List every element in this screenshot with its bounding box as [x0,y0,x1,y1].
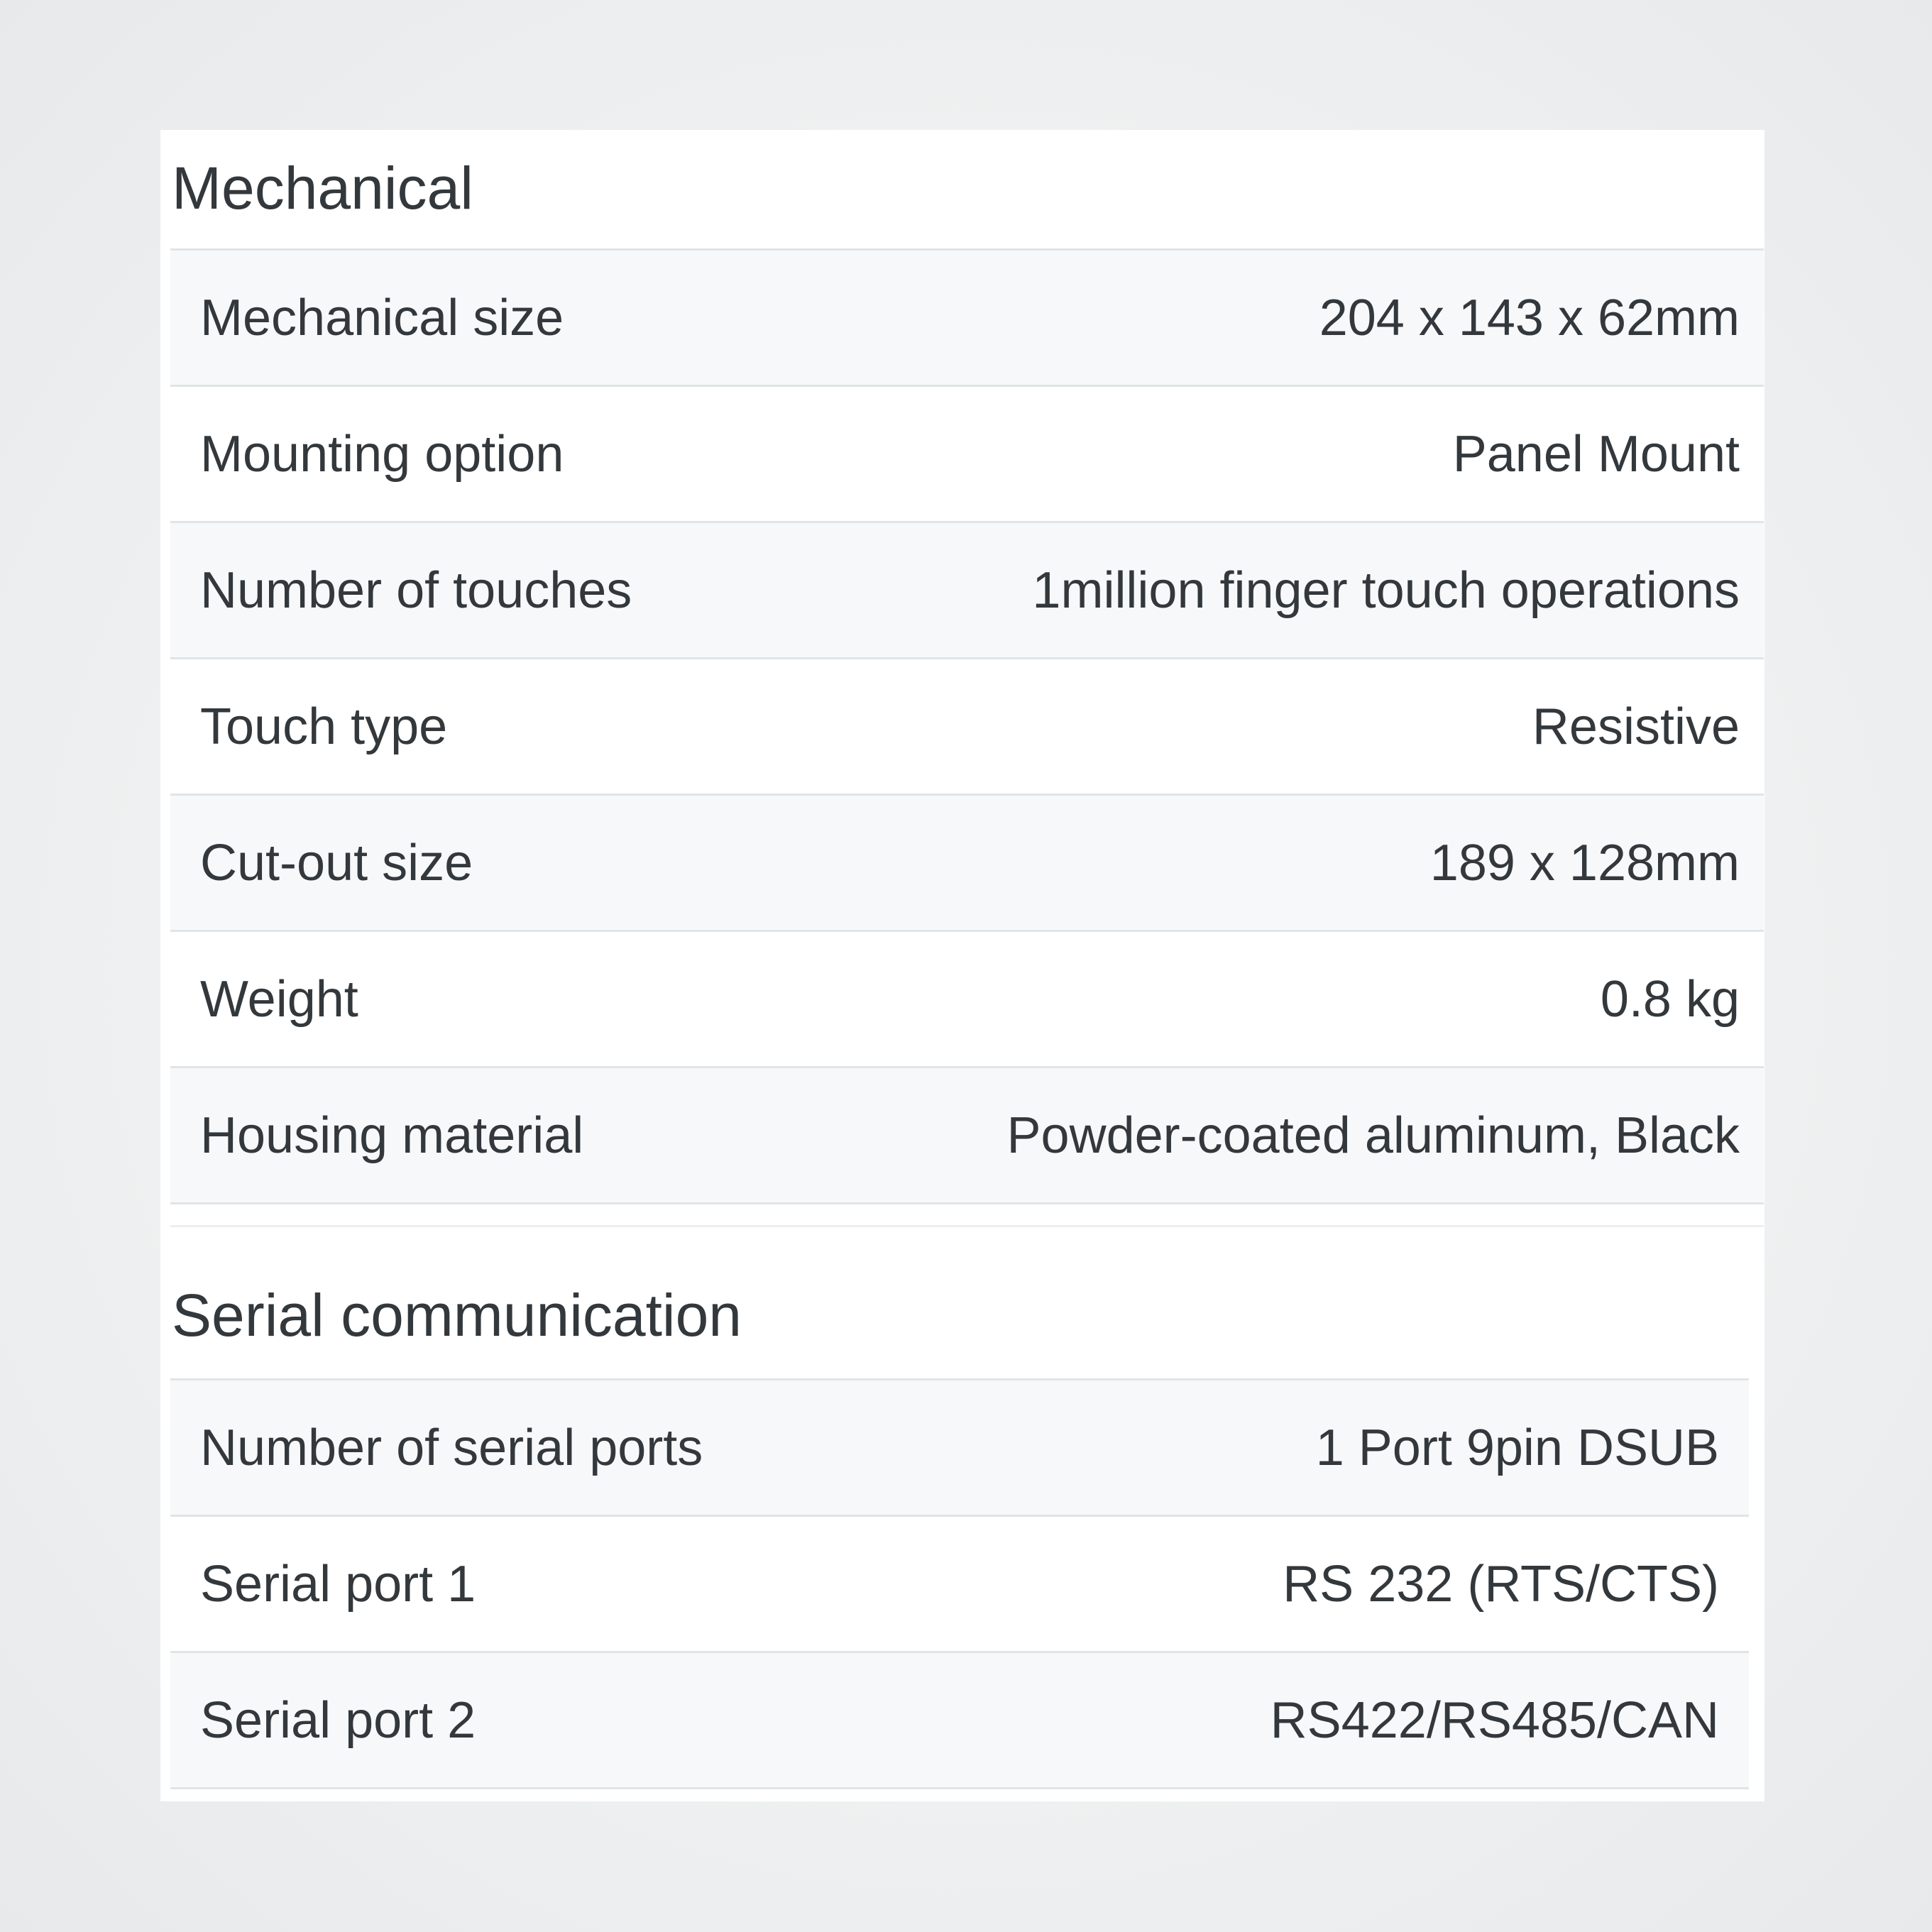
spec-value: RS422/RS485/CAN [1270,1691,1719,1749]
spec-card [160,130,1764,1801]
section-title-serial: Serial communication [172,1282,742,1349]
spec-label: Weight [200,970,358,1028]
spec-label: Serial port 2 [200,1691,476,1749]
spec-value: 1million finger touch operations [1032,561,1740,619]
table-row [170,387,1764,523]
spec-label: Housing material [200,1107,584,1164]
table-row [170,1068,1764,1204]
table-row [170,1517,1749,1653]
section-title-mechanical: Mechanical [172,155,473,221]
spec-table-mechanical [170,248,1764,1204]
spec-label: Number of serial ports [200,1419,703,1476]
spec-value: 0.8 kg [1600,970,1740,1028]
spec-value: Panel Mount [1452,425,1740,483]
section-divider [170,1225,1764,1227]
spec-label: Cut-out size [200,834,473,891]
spec-value: 1 Port 9pin DSUB [1315,1419,1719,1476]
table-row [170,251,1764,387]
spec-label: Number of touches [200,561,632,619]
spec-value: Resistive [1532,698,1740,755]
table-row [170,1653,1749,1789]
spec-label: Mechanical size [200,289,564,346]
table-row [170,1381,1749,1517]
spec-label: Mounting option [200,425,564,483]
spec-value: RS 232 (RTS/CTS) [1283,1555,1719,1613]
spec-label: Serial port 1 [200,1555,476,1613]
spec-value: 204 x 143 x 62mm [1319,289,1740,346]
table-row [170,796,1764,932]
table-row [170,523,1764,659]
spec-value: 189 x 128mm [1429,834,1740,891]
spec-table-serial [170,1378,1749,1789]
spec-value: Powder-coated aluminum, Black [1006,1107,1740,1164]
spec-label: Touch type [200,698,448,755]
table-row [170,659,1764,796]
table-row [170,932,1764,1068]
